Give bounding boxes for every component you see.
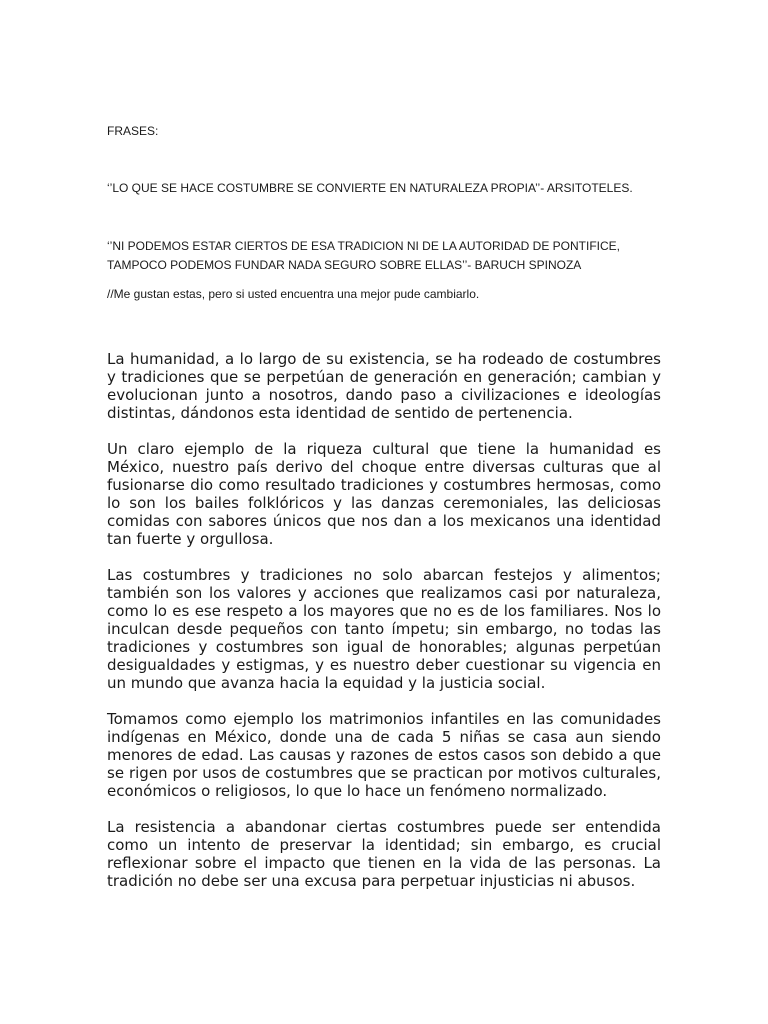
frases-heading: FRASES: xyxy=(107,124,159,138)
paragraph: Un claro ejemplo de la riqueza cultural que tiene la humanidad es México, nuestro país derivo del choque entre diversas culturas que al fusionarse dio como resultado tradiciones y costumbres hermosas, como lo son los bailes folklóricos y las danzas ceremoniales, las deliciosas comidas con sabores únicos que nos dan a los mexicanos una identidad tan fuerte y orgullosa. xyxy=(107,440,661,548)
paragraph: Las costumbres y tradiciones no solo abarcan festejos y alimentos; también son los valores y acciones que realizamos casi por naturaleza, como lo es ese respeto a los mayores que no es de los familiares. Nos lo inculcan desde pequeños con tanto ímpetu; sin embargo, no todas las tradiciones y costumbres son igual de honorables; algunas perpetúan desigualdades y estigmas, y es nuestro deber cuestionar su vigencia en un mundo que avanza hacia la equidad y la justicia social. xyxy=(107,566,661,692)
quote-aristoteles: ‘’LO QUE SE HACE COSTUMBRE SE CONVIERTE EN NATURALEZA PROPIA’’- ARSITOTELES. xyxy=(107,181,633,195)
quote-spinoza: ‘’NI PODEMOS ESTAR CIERTOS DE ESA TRADICION NI DE LA AUTORIDAD DE PONTIFICE, TAMPOCO PODEMOS FUNDAR NADA SEGURO SOBRE ELLAS’’- BARUCH SPINOZA xyxy=(107,239,620,272)
author-note: //Me gustan estas, pero si usted encuentra una mejor pude cambiarlo. xyxy=(107,287,480,301)
paragraph: La humanidad, a lo largo de su existencia, se ha rodeado de costumbres y tradiciones que se perpetúan de generación en generación; cambian y evolucionan junto a nosotros, dando paso a civilizaciones e ideologías distintas, dándonos esta identidad de sentido de pertenencia. xyxy=(107,350,661,422)
essay-body xyxy=(107,350,661,908)
paragraph: La resistencia a abandonar ciertas costumbres puede ser entendida como un intento de preservar la identidad; sin embargo, es crucial reflexionar sobre el impacto que tienen en la vida de las personas. La tradición no debe ser una excusa para perpetuar injusticias ni abusos. xyxy=(107,818,661,890)
paragraph: Tomamos como ejemplo los matrimonios infantiles en las comunidades indígenas en México, donde una de cada 5 niñas se casa aun siendo menores de edad. Las causas y razones de estos casos son debido a que se rigen por usos de costumbres que se practican por motivos culturales, económicos o religiosos, lo que lo hace un fenómeno normalizado. xyxy=(107,710,661,800)
